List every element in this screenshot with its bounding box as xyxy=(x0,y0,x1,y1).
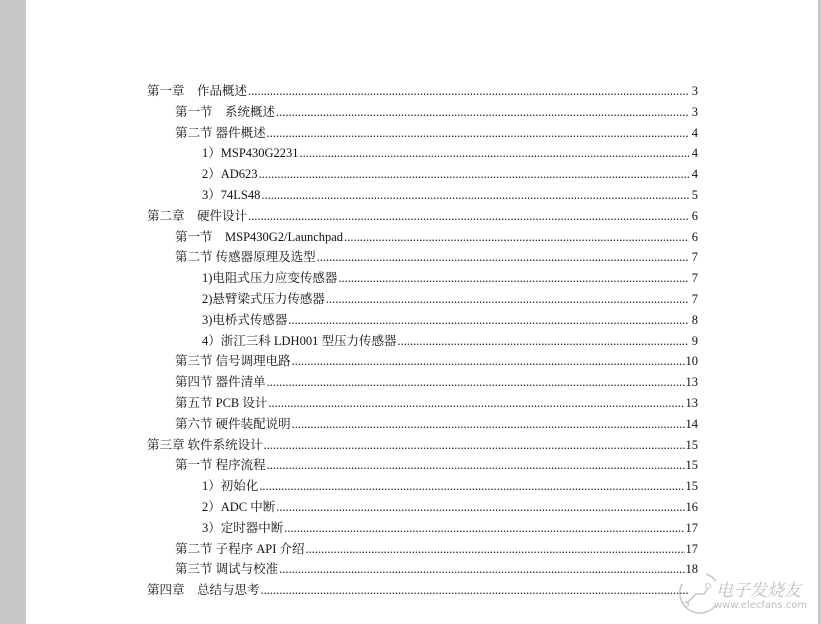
toc-entry-page: 14 xyxy=(685,416,698,431)
toc-entry[interactable] xyxy=(147,476,698,497)
dot-leader xyxy=(276,102,689,123)
toc-entry[interactable] xyxy=(147,206,698,227)
toc-entry-page: 16 xyxy=(685,499,698,514)
watermark-name: 电子发烧友 xyxy=(716,581,801,601)
toc-entry-page: 15 xyxy=(685,437,698,452)
toc-entry-title: 第二节 器件概述 xyxy=(175,125,266,140)
toc-entry-title: 第五节 PCB 设计 xyxy=(175,395,268,410)
toc-entry-title: 第四节 器件清单 xyxy=(175,375,266,390)
toc-entry-title: 第二节 子程序 API 介绍 xyxy=(175,541,305,556)
toc-entry-page: 7 xyxy=(691,271,698,286)
toc-entry[interactable] xyxy=(147,455,698,476)
dot-leader xyxy=(397,331,689,352)
toc-entry-page: 8 xyxy=(691,312,698,327)
toc-entry-title: 3)电桥式传感器 xyxy=(202,312,288,327)
toc-entry-page: 13 xyxy=(685,375,698,390)
dot-leader xyxy=(248,81,689,102)
dot-leader xyxy=(292,414,685,435)
dot-leader xyxy=(338,268,689,289)
circuit-logo-icon xyxy=(676,570,716,614)
toc-entry[interactable] xyxy=(147,580,698,601)
toc-entry-title: 第三节 信号调理电路 xyxy=(175,354,291,369)
dot-leader xyxy=(279,559,684,580)
toc-entry-page: 4 xyxy=(691,167,698,182)
dot-leader xyxy=(259,164,689,185)
toc-entry-page: 4 xyxy=(691,146,698,161)
toc-entry[interactable] xyxy=(147,435,698,456)
toc-entry[interactable] xyxy=(147,102,698,123)
dot-leader xyxy=(344,227,689,248)
left-margin-bar xyxy=(0,0,26,624)
dot-leader xyxy=(267,372,685,393)
toc-entry-title: 4）浙江三科 LDH001 型压力传感器 xyxy=(202,333,397,348)
toc-entry-title: 第六节 硬件装配说明 xyxy=(175,416,291,431)
toc-entry-page: 6 xyxy=(691,208,698,223)
dot-leader xyxy=(268,393,684,414)
toc-entry[interactable] xyxy=(147,289,698,310)
toc-entry-title: 1）初始化 xyxy=(202,479,259,494)
toc-entry[interactable] xyxy=(147,310,698,331)
dot-leader xyxy=(248,206,689,227)
toc-entry[interactable] xyxy=(147,393,698,414)
toc-entry-title: 第一节 程序流程 xyxy=(175,458,266,473)
dot-leader xyxy=(267,123,689,144)
toc-entry-title: 1）MSP430G2231 xyxy=(202,146,299,161)
toc-entry-page: 10 xyxy=(685,354,698,369)
toc-entry-page: 7 xyxy=(691,291,698,306)
toc-entry-page: 13 xyxy=(685,395,698,410)
table-of-contents xyxy=(147,81,698,601)
toc-entry-title: 第四章 总结与思考 xyxy=(147,583,260,598)
dot-leader xyxy=(284,518,684,539)
toc-entry-page: 17 xyxy=(685,541,698,556)
toc-entry-title: 2）ADC 中断 xyxy=(202,499,276,514)
toc-entry-title: 第三节 调试与校准 xyxy=(175,562,279,577)
toc-entry-page: 15 xyxy=(685,458,698,473)
toc-entry[interactable] xyxy=(147,247,698,268)
toc-entry-title: 2)悬臂梁式压力传感器 xyxy=(202,291,325,306)
dot-leader xyxy=(276,497,684,518)
watermark-logo xyxy=(676,570,811,620)
toc-entry[interactable] xyxy=(147,123,698,144)
dot-leader xyxy=(300,143,689,164)
toc-entry-page: 9 xyxy=(691,333,698,348)
dot-leader xyxy=(261,580,689,601)
toc-entry-title: 第一章 作品概述 xyxy=(147,84,248,98)
toc-entry-title: 第三章 软件系统设计 xyxy=(147,437,263,452)
toc-entry[interactable] xyxy=(147,559,698,580)
toc-entry[interactable] xyxy=(147,372,698,393)
toc-entry-page: 3 xyxy=(691,84,698,98)
dot-leader xyxy=(326,289,689,310)
toc-entry-page: 4 xyxy=(691,125,698,140)
toc-entry[interactable] xyxy=(147,164,698,185)
toc-entry-page: 18 xyxy=(685,562,698,577)
toc-entry[interactable] xyxy=(147,81,698,102)
toc-entry[interactable] xyxy=(147,414,698,435)
toc-entry-title: 1)电阻式压力应变传感器 xyxy=(202,271,338,286)
toc-entry[interactable] xyxy=(147,143,698,164)
dot-leader xyxy=(259,476,684,497)
toc-entry-title: 第一节 系统概述 xyxy=(175,104,276,119)
toc-entry-title: 第一节 MSP430G2/Launchpad xyxy=(175,229,344,244)
toc-entry-title: 3）定时器中断 xyxy=(202,520,284,535)
dot-leader xyxy=(317,247,689,268)
toc-entry[interactable] xyxy=(147,268,698,289)
toc-entry-title: 第二节 传感器原理及选型 xyxy=(175,250,316,265)
toc-entry-page: 5 xyxy=(691,187,698,202)
dot-leader xyxy=(267,455,685,476)
watermark-url: www.elecfans.com xyxy=(714,600,808,611)
toc-entry-page: 7 xyxy=(691,250,698,265)
toc-entry-page: 17 xyxy=(685,520,698,535)
dot-leader xyxy=(288,310,689,331)
toc-entry[interactable] xyxy=(147,227,698,248)
toc-entry[interactable] xyxy=(147,497,698,518)
toc-entry-page: 15 xyxy=(685,479,698,494)
toc-entry-title: 第二章 硬件设计 xyxy=(147,208,248,223)
toc-entry-page: 6 xyxy=(691,229,698,244)
toc-entry[interactable] xyxy=(147,185,698,206)
toc-entry[interactable] xyxy=(147,331,698,352)
dot-leader xyxy=(264,435,685,456)
dot-leader xyxy=(261,185,689,206)
toc-entry-page: 3 xyxy=(691,104,698,119)
toc-entry-title: 3）74LS48 xyxy=(202,187,261,202)
toc-entry[interactable] xyxy=(147,351,698,372)
dot-leader xyxy=(292,351,685,372)
toc-entry-title: 2）AD623 xyxy=(202,167,258,182)
toc-entry[interactable] xyxy=(147,518,698,539)
dot-leader xyxy=(306,539,685,560)
toc-entry[interactable] xyxy=(147,539,698,560)
